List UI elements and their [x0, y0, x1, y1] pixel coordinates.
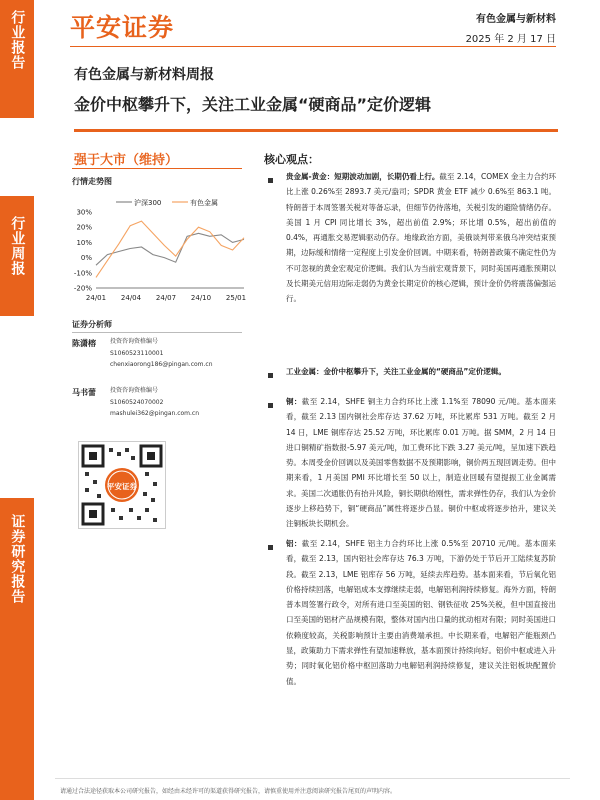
legend-label-hs300: 沪深300 — [134, 199, 162, 207]
paragraph-body: 截至 2.14，COMEX 金主力合约环比上涨 0.26%至 2893.7 美元/盎司；SPDR 黄金 ETF 减少 0.6%至 863.1 吨。特朗普于本周签署关税对等备忘录，但细节仍待落地，关税引发的避险情绪仍存。美国 1 月 CPI 同比增长 3%，超出前值 2.9%；环比增 0.5%，超出前值的 0.4%，再通胀交易逻辑驱动仍存。地缘政治方面，美俄谈判带来俄乌冲突结束预期，边际缓和情绪一定程度上引发金价回调。中期来看，特朗普政策不确定性仍为不可忽视的黄金宏观定价逻辑。我们认为当前宏观背景下，同时美国再通胀预期以及长期美元信用边际走弱仍为黄金长期定价的核心逻辑，预计金价仍将震荡偏强运行。 — [286, 172, 556, 304]
analyst-info — [110, 385, 199, 420]
paragraph-heading: 铝： — [286, 539, 302, 548]
y-tick-label: -20% — [73, 284, 92, 293]
footer-disclaimer: 请通过合法途径获取本公司研究报告，如经由未经许可的渠道获得研究报告，请慎重使用并注意阅读研究报告尾页的声明内容。 — [60, 788, 397, 795]
paragraph-heading: 工业金属：金价中枢攀升下，关注工业金属的“硬商品”定价逻辑。 — [286, 367, 506, 376]
legend-label-nonferrous: 有色金属 — [190, 199, 218, 207]
y-tick-label: -10% — [73, 269, 92, 278]
footer-divider — [55, 778, 570, 779]
series-line-nonferrous — [96, 221, 244, 277]
sidebar-block-report-type — [0, 0, 34, 118]
analyst-cert-label: 投资咨询资格编号 — [110, 338, 159, 345]
y-tick-label: 30% — [76, 208, 92, 217]
rating-divider — [72, 168, 242, 169]
paragraph-heading: 贵金属-黄金：短期波动加剧，长期仍看上行。 — [286, 172, 440, 181]
sidebar-label: 证券研究报告 — [9, 514, 26, 604]
analyst-cert-number: S1060524070002 — [110, 398, 164, 406]
sidebar-block-weekly — [0, 196, 34, 316]
analyst-info — [110, 336, 213, 371]
analyst-cert-label: 投资咨询资格编号 — [110, 387, 159, 394]
y-tick-label: 20% — [76, 223, 92, 232]
analyst-name: 马书蕾 — [72, 388, 96, 397]
qr-code — [78, 441, 166, 529]
series-line-hs300 — [96, 233, 244, 265]
company-logo: 平安证券 — [70, 13, 175, 42]
sidebar — [0, 0, 34, 800]
bullet-icon — [268, 373, 273, 378]
rating-label: 强于大市（维持） — [74, 153, 179, 168]
report-series-title: 有色金属与新材料周报 — [74, 67, 214, 83]
sidebar-label: 行业报告 — [9, 10, 26, 70]
title-divider — [74, 129, 558, 132]
bullet-icon — [268, 545, 273, 550]
bullet-icon — [268, 403, 273, 408]
y-tick-label: 10% — [76, 238, 92, 247]
analysts-title: 证券分析师 — [72, 320, 112, 329]
header-date: 2025 年 2 月 17 日 — [465, 34, 556, 45]
x-tick-label: 24/04 — [120, 294, 142, 302]
bullet-icon — [268, 178, 273, 183]
analyst-name: 陈潇榕 — [72, 339, 96, 348]
svg-text:平安证券: 平安证券 — [107, 482, 137, 491]
paragraph-heading: 铜： — [286, 397, 302, 406]
analyst-email[interactable]: mashulei362@pingan.com.cn — [110, 410, 200, 417]
paragraph-gold — [286, 169, 556, 307]
trend-chart-title: 行情走势图 — [72, 177, 112, 186]
analysts-divider — [72, 332, 242, 333]
trend-chart — [60, 188, 250, 303]
sidebar-label: 行业周报 — [9, 216, 26, 276]
core-views-title: 核心观点： — [264, 153, 319, 166]
analyst-cert-number: S1060523110001 — [110, 349, 164, 357]
x-tick-label: 24/10 — [190, 294, 212, 302]
sidebar-block-research — [0, 498, 34, 800]
header-divider — [70, 46, 556, 47]
x-tick-label: 24/01 — [85, 294, 107, 302]
analyst-email[interactable]: chenxiaorong186@pingan.com.cn — [110, 361, 213, 368]
x-tick-label: 24/07 — [155, 294, 177, 302]
paragraph-body: 截至 2.14，SHFE 铝主力合约环比上涨 0.5%至 20710 元/吨。基本面来看，截至 2.13，国内铝社会库存达 76.3 万吨，下游仍处于节后开工陆续复苏阶段。截至 2.13，LME 铝库存 56 万吨，延续去库趋势。基本面来看，节后氧化铝价格持续回落，电解铝成本支撑继续走弱，电解铝利润持续修复。海外方面，特朗普本周签署行政令，对所有进口至美国的铝、钢铁征收 25%关税，但中国直接出口至美国的铝材产品规模有限，整体对国内出口量的扰动相对有限；同时美国进口依赖度较高，关税影响预计主要由消费端承担。中长期来看，电解铝产能瓶颈凸显，政策助力下需求弹性有望加速释放，基本面预计持续向好。铝价中枢或进入升势；同时氧化铝价格中枢回落助力电解铝利润持续修复，建议关注铝板块配置价值。 — [286, 539, 556, 686]
paragraph-copper — [286, 394, 556, 532]
report-main-title: 金价中枢攀升下，关注工业金属“硬商品”定价逻辑 — [74, 95, 432, 114]
header-category: 有色金属与新材料 — [476, 14, 556, 25]
paragraph-industrial — [286, 364, 556, 379]
paragraph-aluminum — [286, 536, 556, 689]
qr-code-image — [79, 442, 165, 528]
x-tick-label: 25/01 — [225, 294, 247, 302]
paragraph-body: 截至 2.14，SHFE 铜主力合约环比上涨 1.1%至 78090 元/吨。基本面来看，截至 2.13 国内铜社会库存达 37.62 万吨，环比累库 531 万吨。截至 2 月 14 日，LME 铜库存达 25.52 万吨，环比累库 0.01 万吨。据 SMM，2 月 14 日进口铜精矿指数报-5.97 美元/吨，加工费环比下跌 3.27 美元/吨，呈加速下跌趋势。本周受金价回调以及美国零售数据不及预期影响，铜价两五现回调走势。但中期来看，1 月美国 PMI 环比增长至 50 以上，制造业回暖有望提振工业金属需求。美国二次通胀仍有抬升风险，铜长期供给刚性，需求弹性仍存，我们认为金价逐步上移趋势下，铜“硬商品”属性将逐步凸显。铜价中枢或将逐步抬升，建议关注铜板块长期机会。 — [286, 397, 556, 529]
y-tick-label: 0% — [80, 254, 92, 263]
